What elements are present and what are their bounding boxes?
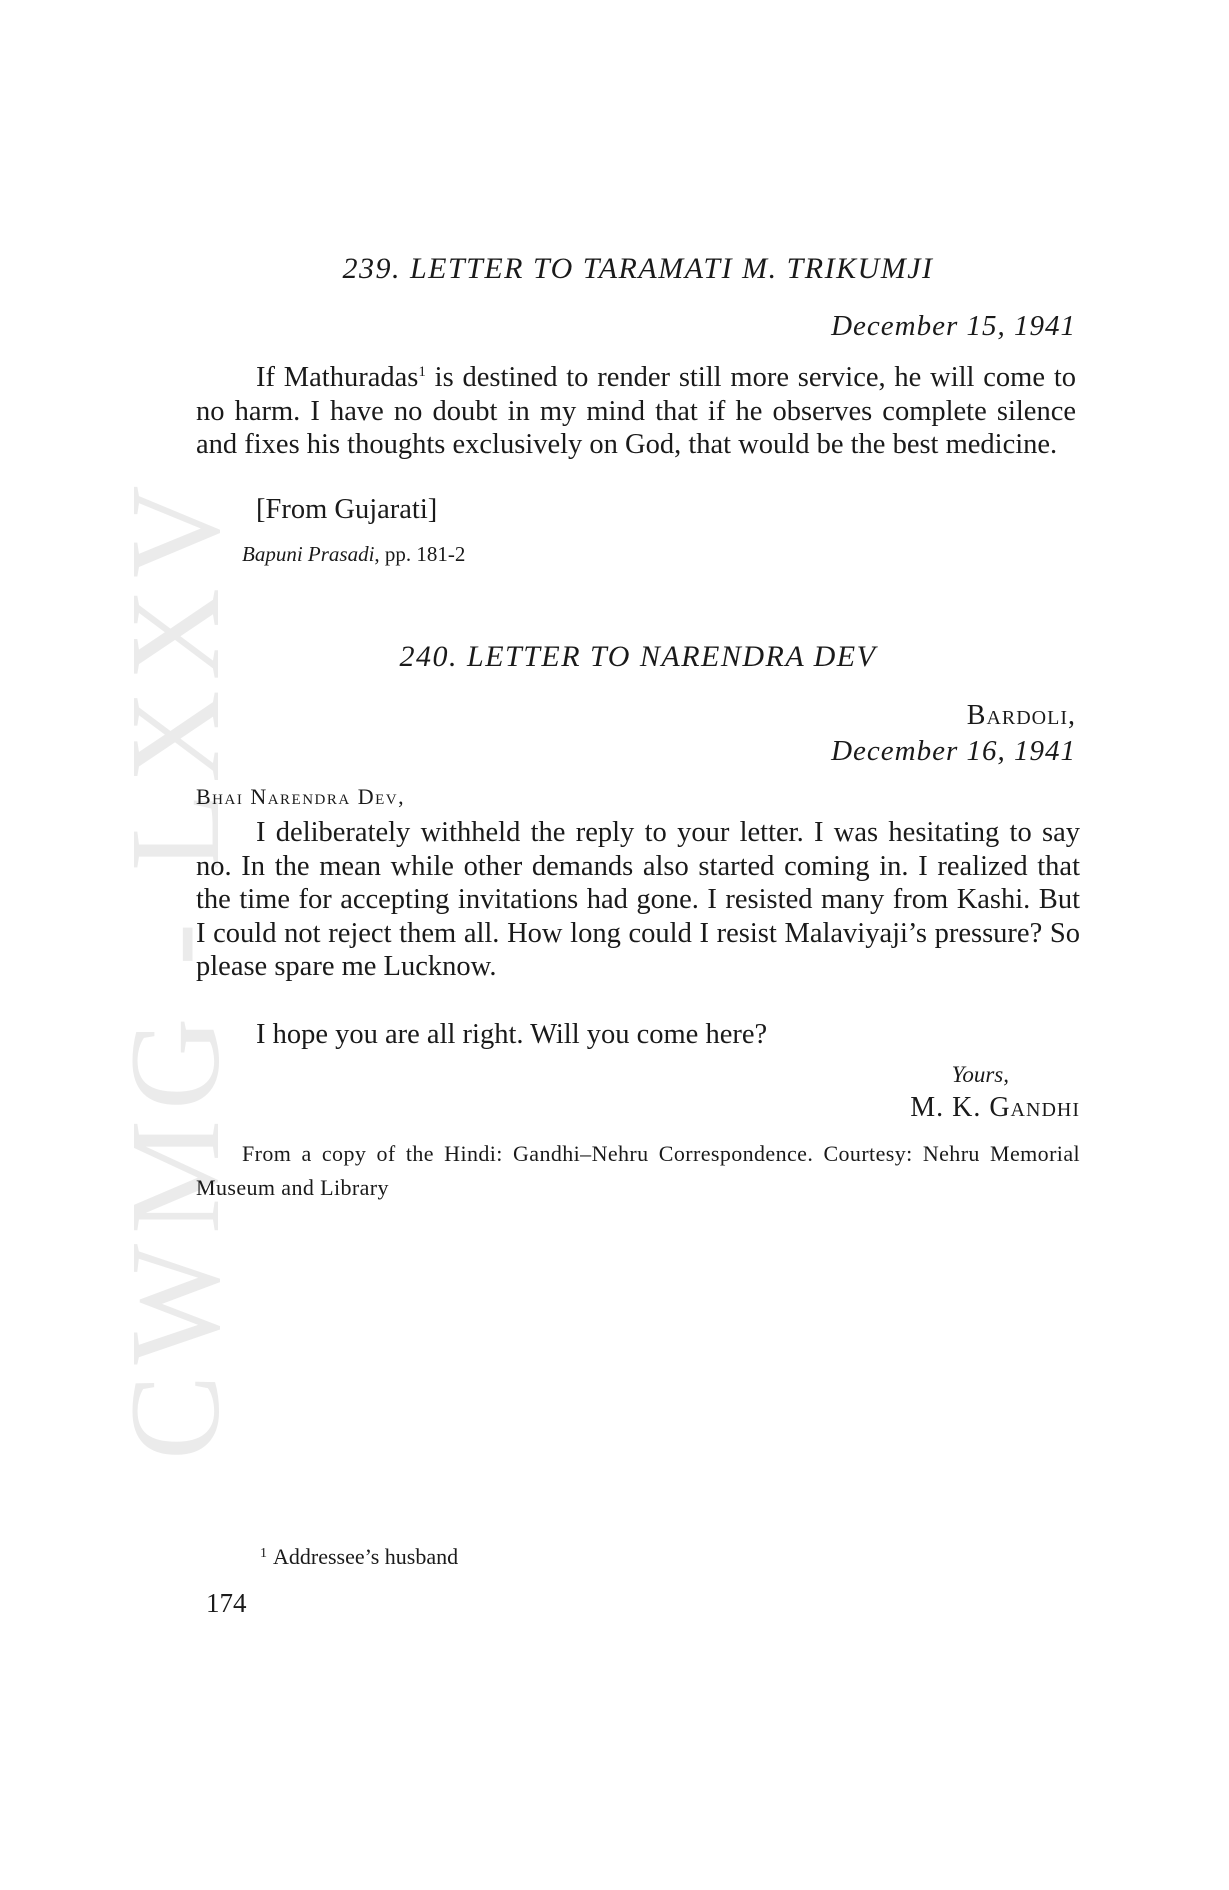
watermark: CWMG - LXXV: [104, 475, 246, 1460]
letter-2-heading: 240. LETTER TO NARENDRA DEV: [399, 640, 877, 673]
citation-title: Bapuni Prasadi: [242, 542, 375, 566]
letter-2-date: December 16, 1941: [831, 735, 1076, 767]
letter-1-heading: 239. LETTER TO TARAMATI M. TRIKUMJI: [342, 252, 934, 285]
footnote: [260, 1544, 458, 1570]
footnote-marker: 1: [418, 364, 426, 380]
letter-1-date: December 15, 1941: [831, 310, 1076, 342]
letter-2-paragraph-1: I deliberately withheld the reply to your letter. I was hesitating to say no. In the mean while other demands also started coming in. I realized that the time for accepting invitations had gone. I resisted many from Kashi. But I could not reject them all. How long could I resist Malaviyaji’s pressure? So please spare me Lucknow.: [196, 817, 1080, 982]
page-number: 174: [206, 1588, 247, 1618]
letter-2-place: Bardoli,: [966, 700, 1076, 731]
letter-1-body-rest: is destined to render still more service, he will come to no harm. I have no doubt in my mind that if he observes complete silence and fixes his thoughts exclusively on God, that would be the best medicine.: [196, 362, 1076, 460]
footnote-number: 1: [260, 1546, 267, 1561]
letter-2-paragraph-2: I hope you are all right. Will you come here?: [256, 1019, 768, 1050]
letter-1-body-start: If Mathuradas: [256, 362, 419, 393]
letter-1-source: [From Gujarati]: [256, 494, 438, 525]
letter-2-closing: Yours,: [951, 1062, 1009, 1087]
letter-1-citation: [242, 542, 465, 567]
letter-1-body: [196, 356, 1076, 462]
letter-2-source-note: From a copy of the Hindi: Gandhi–Nehru Correspondence. Courtesy: Nehru Memorial Museum and Library: [196, 1141, 1080, 1200]
letter-2-salutation: Bhai Narendra Dev,: [196, 784, 406, 809]
footnote-text: Addressee’s husband: [273, 1544, 459, 1569]
letter-2-signature: M. K. Gandhi: [910, 1092, 1080, 1123]
citation-pages: , pp. 181-2: [374, 542, 466, 566]
